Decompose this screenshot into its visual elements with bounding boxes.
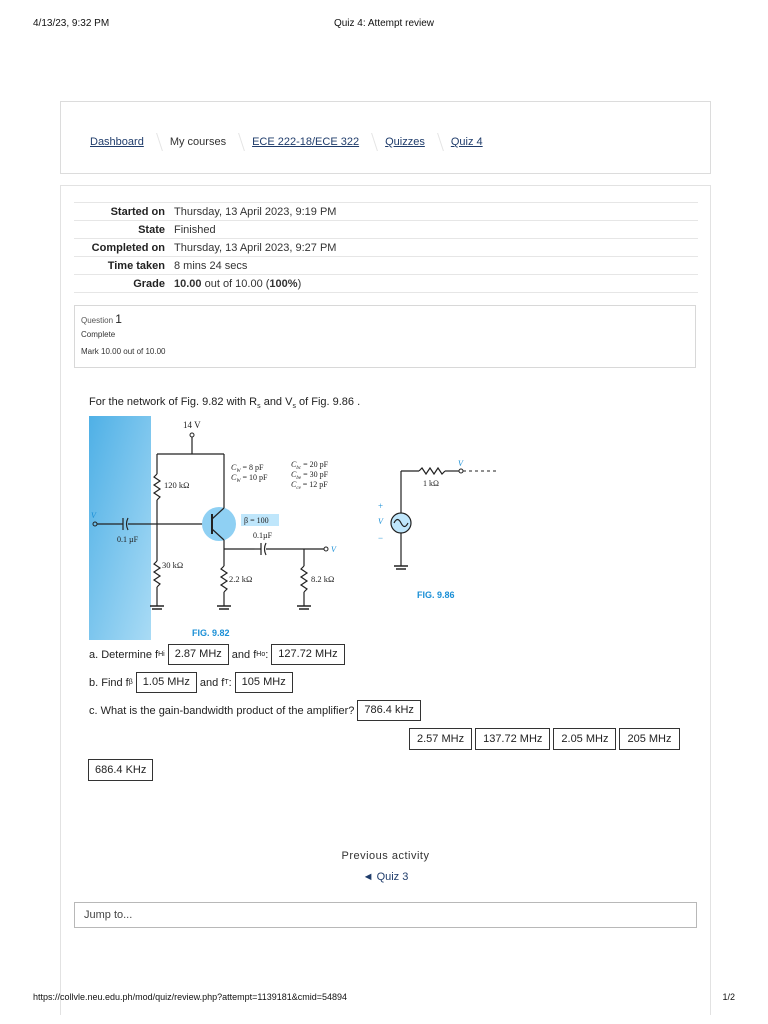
answer-gbw-dropzone[interactable]: 786.4 kHz [357, 700, 421, 721]
summary-value: Thursday, 13 April 2023, 9:27 PM [174, 241, 337, 254]
rs-label: 1 kΩ [423, 479, 439, 488]
question-intro-sub: s [257, 403, 261, 411]
summary-value: Finished [174, 223, 216, 236]
summary-label: State [138, 223, 165, 236]
choice-item[interactable]: 2.05 MHz [553, 728, 616, 750]
vo-label: V [331, 545, 336, 554]
breadcrumb-dashboard[interactable]: Dashboard [90, 136, 144, 148]
part-b-dot: : [228, 676, 232, 689]
part-a-and: and f [231, 648, 257, 661]
previous-activity-link[interactable]: ◄ Quiz 3 [362, 871, 409, 883]
re-label: 2.2 kΩ [229, 574, 253, 584]
rl-label: 8.2 kΩ [311, 574, 335, 584]
choice-item[interactable]: 205 MHz [619, 728, 679, 750]
summary-row-time [74, 257, 698, 275]
figure-side-panel [89, 416, 151, 640]
summary-row-completed [74, 239, 698, 257]
breadcrumb-quiz-4[interactable]: Quiz 4 [450, 136, 483, 148]
answer-fbeta-dropzone[interactable]: 1.05 MHz [136, 672, 197, 693]
summary-value: Thursday, 13 April 2023, 9:19 PM [174, 205, 337, 218]
cce-label: $C_{ce} = 12$ pF [291, 480, 328, 491]
cwi-label: $C_W = 8$ pF [231, 463, 264, 474]
question-intro-b: and V [260, 396, 293, 408]
question-label: Question [81, 316, 114, 325]
part-a-sub1: Hi [158, 651, 165, 658]
breadcrumb-separator [235, 131, 243, 153]
main-region [60, 185, 711, 1015]
summary-label: Completed on [91, 241, 165, 254]
choice-item[interactable]: 137.72 MHz [475, 728, 550, 750]
grade-percent: 100% [269, 277, 298, 290]
cwo-label: $C_W = 10$ pF [231, 473, 268, 484]
vcc-label: 14 V [183, 420, 201, 430]
plus-sign: + [378, 501, 384, 511]
part-a-dot: : [265, 648, 269, 661]
previous-activity-label: Previous activity [341, 850, 430, 862]
fig82-caption: FIG. 9.82 [192, 628, 230, 638]
breadcrumb [90, 131, 483, 153]
print-footer [33, 992, 735, 1006]
print-date: 4/13/23, 9:32 PM [33, 18, 110, 29]
question-state: Complete [81, 330, 116, 339]
part-c-row [89, 700, 424, 721]
cbe-label: $C_{be} = 30$ pF [291, 470, 329, 481]
print-header [33, 18, 735, 32]
part-b-sub2: T [224, 679, 229, 686]
part-b-sub1: β [128, 679, 133, 686]
resistor-rl [301, 566, 307, 592]
attempt-summary-table [74, 202, 698, 293]
part-b-and: and f [199, 676, 225, 689]
r2-label: 30 kΩ [162, 560, 184, 570]
beta-label: β = 100 [244, 516, 269, 525]
answer-fhi-dropzone[interactable]: 2.87 MHz [168, 644, 229, 665]
part-a-sub2: Ho [256, 651, 266, 658]
breadcrumb-course[interactable]: ECE 222-18/ECE 322 [252, 136, 360, 148]
question-intro-sub: s [292, 403, 296, 411]
part-c-text: c. What is the gain-bandwidth product of the amplifier? [89, 704, 355, 717]
resistor-re [221, 566, 227, 592]
part-a-row [89, 644, 348, 665]
question-number [81, 312, 689, 326]
cin-label: 0.1 µF [117, 535, 139, 544]
vi-label-2: V [458, 459, 463, 468]
summary-label: Started on [110, 205, 165, 218]
resistor-rs [419, 468, 445, 474]
summary-row-started [74, 203, 698, 221]
part-a-text: a. Determine f [89, 648, 159, 661]
answer-fho-dropzone[interactable]: 127.72 MHz [271, 644, 344, 665]
part-b-row [89, 672, 296, 693]
r1-label: 120 kΩ [164, 480, 190, 490]
breadcrumb-quizzes[interactable]: Quizzes [385, 136, 425, 148]
summary-row-grade [74, 275, 698, 293]
breadcrumb-my-courses[interactable]: My courses [169, 136, 227, 148]
summary-label: Grade [133, 277, 165, 290]
resistor-r1 [154, 474, 160, 500]
choice-item[interactable]: 686.4 KHz [88, 759, 153, 781]
question-intro-a: For the network of Fig. 9.82 with R [89, 396, 258, 408]
minus-sign: − [378, 533, 384, 543]
breadcrumb-container [60, 101, 711, 174]
drag-choices [409, 728, 683, 750]
cout-plate-curved [265, 543, 267, 555]
jump-to-select[interactable]: Jump to... [74, 902, 697, 928]
summary-row-state [74, 221, 698, 239]
print-url: https://collvle.neu.edu.ph/mod/quiz/review.php?attempt=1139181&cmid=54894 [33, 992, 348, 1002]
summary-label: Time taken [107, 259, 165, 272]
vs-label: V [378, 517, 383, 526]
grade-score: 10.00 [174, 277, 202, 290]
question-number-value: 1 [115, 312, 122, 326]
question-intro-c: of Fig. 9.86 . [295, 396, 361, 408]
vi-label: V [91, 511, 96, 520]
summary-value: 8 mins 24 secs [174, 259, 248, 272]
cbc-label: $C_{bc} = 20$ pF [291, 460, 329, 471]
answer-ft-dropzone[interactable]: 105 MHz [235, 672, 293, 693]
print-title: Quiz 4: Attempt review [333, 18, 435, 29]
cout-label: 0.1µF [253, 531, 273, 540]
summary-value [174, 275, 698, 293]
question-text [89, 396, 360, 410]
choice-item[interactable]: 2.57 MHz [409, 728, 472, 750]
breadcrumb-separator [153, 131, 161, 153]
question-info-box [74, 305, 696, 368]
breadcrumb-separator [368, 131, 376, 153]
circuit-figure [89, 416, 509, 640]
part-b-text: b. Find f [89, 676, 129, 689]
resistor-r2 [154, 561, 160, 587]
question-mark: Mark 10.00 out of 10.00 [81, 347, 166, 356]
grade-close: ) [297, 277, 302, 290]
breadcrumb-separator [434, 131, 442, 153]
grade-out-of: out of 10.00 ( [204, 277, 270, 290]
print-pager: 1/2 [722, 992, 735, 1002]
fig86-caption: FIG. 9.86 [417, 590, 455, 600]
